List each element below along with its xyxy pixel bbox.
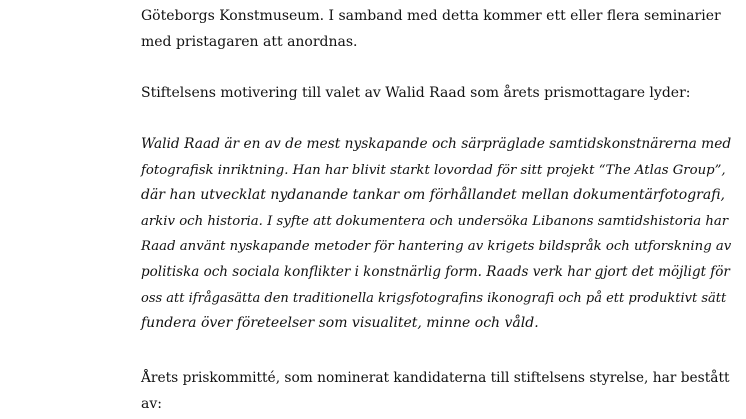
quote-line: Raad använt nyskapande metoder för hantering av krigets bildspråk och utforskning av: [141, 239, 732, 255]
quote-line: där han utvecklat nydanande tankar om förhållandet mellan dokumentärfotografi,: [141, 187, 725, 204]
intro-paragraph: [141, 4, 721, 55]
text-line: av:: [141, 395, 162, 412]
quote-line: fotografisk inriktning. Han har blivit starkt lovordad för sitt projekt “The Atlas Group”,: [141, 162, 726, 178]
text-line: Stiftelsens motivering till valet av Walid Raad som årets prismottagare lyder:: [141, 85, 691, 101]
quote-line: oss att ifrågasätta den traditionella krigsfotografins ikonografi och på ett produktivt sätt: [141, 290, 727, 306]
text-line: med pristagaren att anordnas.: [141, 33, 358, 50]
quote-line: Walid Raad är en av de mest nyskapande och särpräglade samtidskonstnärerna med: [141, 136, 732, 152]
text-line: Göteborgs Konstmuseum. I samband med detta kommer ett eller flera seminarier: [141, 8, 721, 24]
motivation-intro-paragraph: [141, 81, 691, 107]
quote-line: politiska och sociala konflikter i konstnärlig form. Raads verk har gjort det möjligt för: [141, 263, 730, 280]
text-line: Årets priskommitté, som nominerat kandidaterna till stiftelsens styrelse, har bestått: [141, 370, 730, 386]
quote-line: fundera över företeelser som visualitet, minne och våld.: [141, 315, 539, 332]
quote-line: arkiv och historia. I syfte att dokumentera och undersöka Libanons samtidshistoria har: [141, 213, 729, 229]
motivation-quote: [141, 132, 732, 337]
committee-paragraph: [141, 366, 730, 417]
